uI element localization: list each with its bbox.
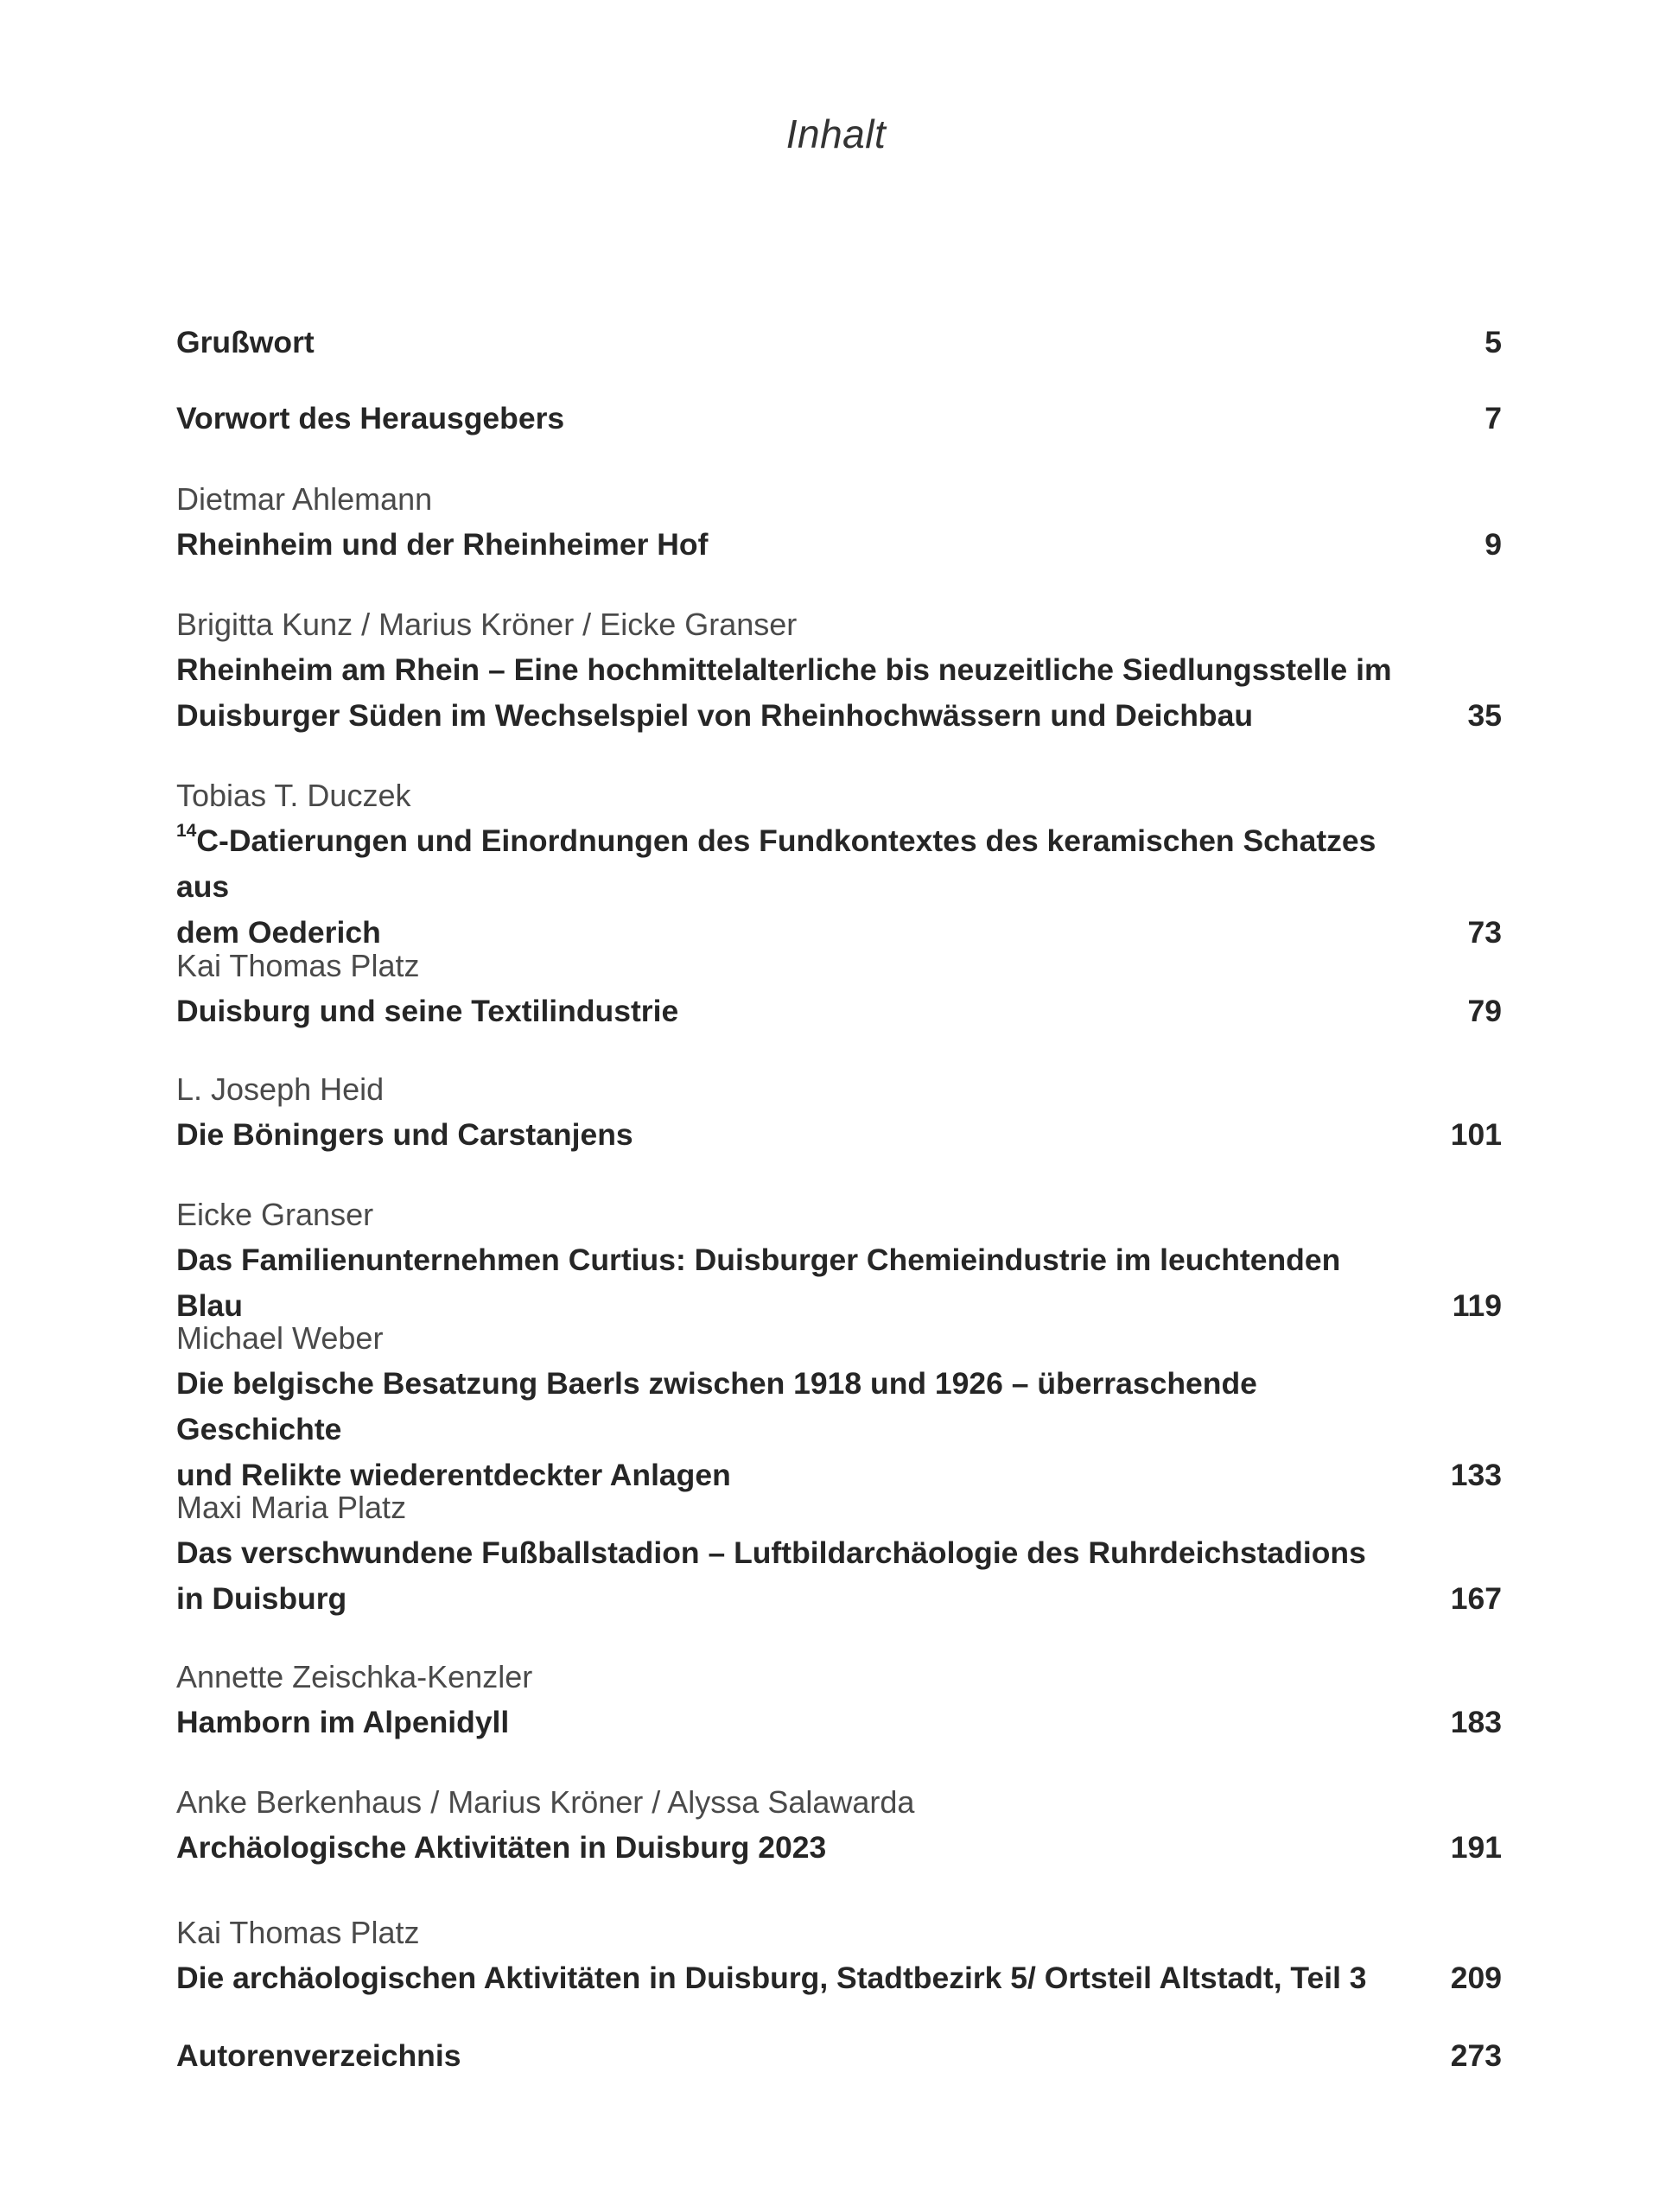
- toc-page-number: 9: [1484, 527, 1502, 562]
- toc-entry-aktivitaeten-2023[interactable]: [176, 1779, 1502, 1871]
- toc-page-number: 273: [1450, 2038, 1502, 2073]
- toc-title-line: und Relikte wiederentdeckter Anlagen: [176, 1458, 731, 1492]
- toc-page-number: 79: [1467, 994, 1502, 1028]
- toc-page-number: 7: [1484, 401, 1502, 435]
- toc-entry-author: Kai Thomas Platz: [176, 948, 420, 983]
- toc-title-row: [176, 988, 1502, 1034]
- toc-entry-author: Michael Weber: [176, 1320, 384, 1356]
- toc-title-row: [176, 1825, 1502, 1871]
- toc-entry-author: Brigitta Kunz / Marius Kröner / Eicke Granser: [176, 607, 798, 642]
- toc-entry-rheinheim-hof[interactable]: [176, 476, 1502, 568]
- toc-entry-belgische-besatzung[interactable]: [176, 1315, 1502, 1498]
- toc-title-row: [176, 1530, 1502, 1622]
- toc-entry-title[interactable]: [176, 1530, 1403, 1622]
- toc-entry-title[interactable]: Das Familienunternehmen Curtius: Duisburger Chemieindustrie im leuchtenden Blau: [176, 1243, 1341, 1323]
- toc-entry-vorwort[interactable]: [176, 396, 1502, 442]
- toc-entry-author: Annette Zeischka-Kenzler: [176, 1659, 533, 1694]
- toc-entry-title[interactable]: Duisburg und seine Textilindustrie: [176, 994, 679, 1028]
- toc-title-line: in Duisburg: [176, 1581, 347, 1616]
- toc-entry-title[interactable]: Grußwort: [176, 325, 315, 359]
- toc-page-number: 167: [1450, 1581, 1502, 1616]
- toc-title-superscript: 14: [176, 821, 197, 842]
- toc-entry-hamborn[interactable]: [176, 1654, 1502, 1745]
- toc-title-row: [176, 1700, 1502, 1745]
- toc-entry-title[interactable]: [176, 1361, 1403, 1498]
- toc-page-number: 73: [1467, 915, 1502, 950]
- toc-entry-boeningers[interactable]: [176, 1066, 1502, 1158]
- toc-page-number: 101: [1450, 1117, 1502, 1152]
- toc-title-row: [176, 1361, 1502, 1498]
- toc-entry-author: Maxi Maria Platz: [176, 1490, 407, 1525]
- toc-entry-textilindustrie[interactable]: [176, 943, 1502, 1034]
- toc-page-number: 191: [1450, 1830, 1502, 1865]
- toc-entry-title[interactable]: Rheinheim und der Rheinheimer Hof: [176, 527, 709, 562]
- page-title: Inhalt: [785, 111, 887, 156]
- toc-entry-title[interactable]: Die Böningers und Carstanjens: [176, 1117, 633, 1152]
- toc-entry-rheinheim-am-rhein[interactable]: [176, 601, 1502, 739]
- toc-entry-author: L. Joseph Heid: [176, 1071, 385, 1107]
- toc-entry-title[interactable]: Hamborn im Alpenidyll: [176, 1705, 510, 1739]
- toc-entry-title[interactable]: [176, 818, 1403, 956]
- toc-page-number: 133: [1450, 1458, 1502, 1492]
- toc-title-row: [176, 320, 1502, 365]
- toc-entry-grusswort[interactable]: [176, 320, 1502, 365]
- toc-page-number: 119: [1452, 1288, 1502, 1323]
- toc-entry-author: Eicke Granser: [176, 1197, 374, 1232]
- toc-entry-author: Kai Thomas Platz: [176, 1915, 420, 1950]
- toc-entry-fussballstadion[interactable]: [176, 1484, 1502, 1622]
- toc-title-row: [176, 1112, 1502, 1158]
- toc-entry-curtius[interactable]: [176, 1192, 1502, 1329]
- toc-title-line: Die belgische Besatzung Baerls zwischen 1918 und 1926 – überraschende Geschichte: [176, 1366, 1257, 1446]
- toc-entry-title[interactable]: Vorwort des Herausgebers: [176, 401, 565, 435]
- toc-title-row: [176, 647, 1502, 739]
- toc-entry-author: Tobias T. Duczek: [176, 778, 411, 813]
- toc-entry-14c-datierungen[interactable]: [176, 772, 1502, 956]
- toc-title-row: [176, 1955, 1502, 2001]
- toc-page-number: 5: [1484, 325, 1502, 359]
- toc-title-row: [176, 396, 1502, 442]
- toc-title-line: C-Datierungen und Einordnungen des Fundkontextes des keramischen Schatzes aus: [176, 823, 1376, 904]
- toc-entry-author: Dietmar Ahlemann: [176, 481, 433, 517]
- toc-title-row: [176, 818, 1502, 956]
- toc-page-number: 209: [1450, 1961, 1502, 1995]
- toc-entry-altstadt-teil-3[interactable]: [176, 1910, 1502, 2001]
- toc-page-number: 35: [1467, 698, 1502, 733]
- toc-title-line: Das verschwundene Fußballstadion – Luftbildarchäologie des Ruhrdeichstadions: [176, 1535, 1366, 1570]
- toc-entry-title[interactable]: Die archäologischen Aktivitäten in Duisburg, Stadtbezirk 5/ Ortsteil Altstadt, Teil 3: [176, 1961, 1367, 1995]
- toc-page-number: 183: [1450, 1705, 1502, 1739]
- toc-entry-author: Anke Berkenhaus / Marius Kröner / Alyssa Salawarda: [176, 1784, 915, 1820]
- toc-title-line: dem Oederich: [176, 915, 381, 950]
- toc-title-row: [176, 522, 1502, 568]
- toc-entry-autorenverzeichnis[interactable]: [176, 2033, 1502, 2079]
- toc-entry-title[interactable]: [176, 647, 1403, 739]
- toc-title-line: Duisburger Süden im Wechselspiel von Rheinhochwässern und Deichbau: [176, 698, 1254, 733]
- toc-entry-title[interactable]: Archäologische Aktivitäten in Duisburg 2023: [176, 1830, 827, 1865]
- toc-title-line: Rheinheim am Rhein – Eine hochmittelalterliche bis neuzeitliche Siedlungsstelle im: [176, 652, 1392, 687]
- toc-entry-title[interactable]: Autorenverzeichnis: [176, 2038, 461, 2073]
- toc-title-row: [176, 2033, 1502, 2079]
